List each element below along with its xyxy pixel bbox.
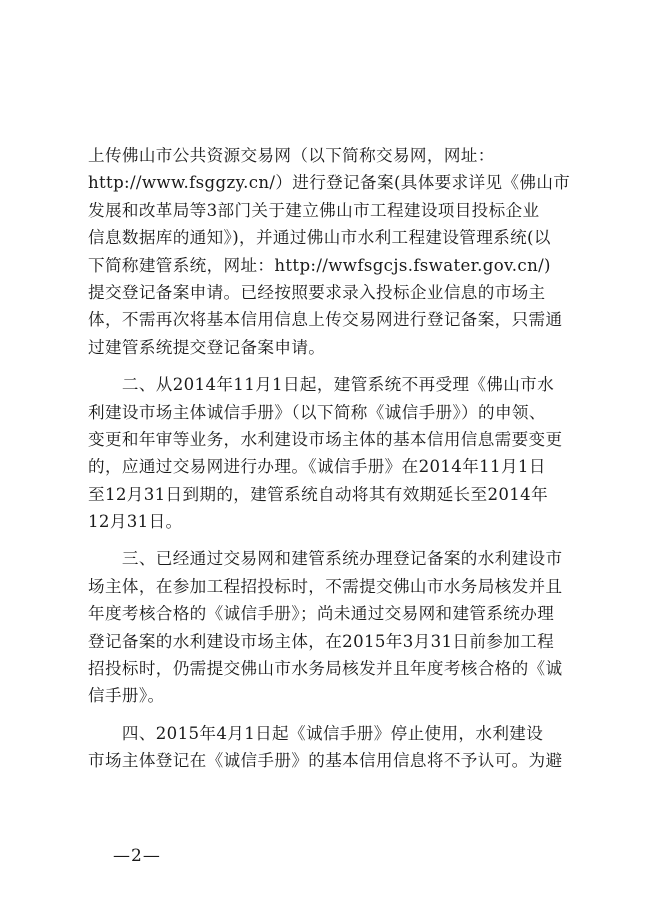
text-line: http://www.fsggzy.cn/）进行登记备案(具体要求详见《佛山市 bbox=[88, 173, 571, 193]
paragraph-4 bbox=[88, 720, 588, 775]
text-line: 12月31日。 bbox=[88, 512, 183, 532]
text-line: 二、从2014年11月1日起，建管系统不再受理《佛山市水 bbox=[88, 375, 555, 395]
text-line: 四、2015年4月1日起《诚信手册》停止使用，水利建设 bbox=[88, 723, 544, 743]
text-line: 信息数据库的通知》)，并通过佛山市水利工程建设管理系统(以 bbox=[88, 228, 551, 248]
paragraph-gap bbox=[88, 361, 588, 371]
text-line: 三、已经通过交易网和建管系统办理登记备案的水利建设市 bbox=[88, 549, 563, 569]
text-line: 市场主体登记在《诚信手册》的基本信用信息将不予认可。为避 bbox=[88, 751, 563, 771]
paragraph-gap bbox=[88, 710, 588, 720]
text-line: 至12月31日到期的，建管系统自动将其有效期延长至2014年 bbox=[88, 484, 549, 504]
text-line: 过建管系统提交登记备案申请。 bbox=[88, 337, 326, 357]
text-line: 发展和改革局等3部门关于建立佛山市工程建设项目投标企业 bbox=[88, 200, 540, 220]
text-line: 的，应通过交易网进行办理。《诚信手册》在2014年11月1日 bbox=[88, 457, 546, 477]
text-line: 提交登记备案申请。已经按照要求录入投标企业信息的市场主 bbox=[88, 282, 546, 302]
paragraph-3 bbox=[88, 545, 588, 709]
text-line: 利建设市场主体诚信手册》（以下简称《诚信手册》）的申领、 bbox=[88, 402, 546, 422]
text-line: 体，不需再次将基本信用信息上传交易网进行登记备案，只需通 bbox=[88, 310, 563, 330]
paragraph-1 bbox=[88, 142, 588, 361]
text-line: 年度考核合格的《诚信手册》；尚未通过交易网和建管系统办理 bbox=[88, 604, 555, 624]
text-line: 信手册》。 bbox=[88, 686, 165, 706]
text-line: 下简称建管系统，网址：http://wwfsgcjs.fswater.gov.cn/) bbox=[88, 255, 551, 275]
text-line: 上传佛山市公共资源交易网（以下简称交易网，网址： bbox=[88, 146, 495, 165]
paragraph-2 bbox=[88, 371, 588, 535]
text-line: 变更和年审等业务，水利建设市场主体的基本信用信息需要变更 bbox=[88, 429, 563, 449]
document-body bbox=[88, 142, 588, 775]
text-line: 场主体，在参加工程招投标时，不需提交佛山市水务局核发并且 bbox=[88, 576, 563, 596]
paragraph-gap bbox=[88, 535, 588, 545]
text-line: 登记备案的水利建设市场主体，在2015年3月31日前参加工程 bbox=[88, 631, 555, 651]
text-line: 招投标时，仍需提交佛山市水务局核发并且年度考核合格的《诚 bbox=[88, 659, 563, 679]
page-number: —2— bbox=[113, 846, 161, 866]
